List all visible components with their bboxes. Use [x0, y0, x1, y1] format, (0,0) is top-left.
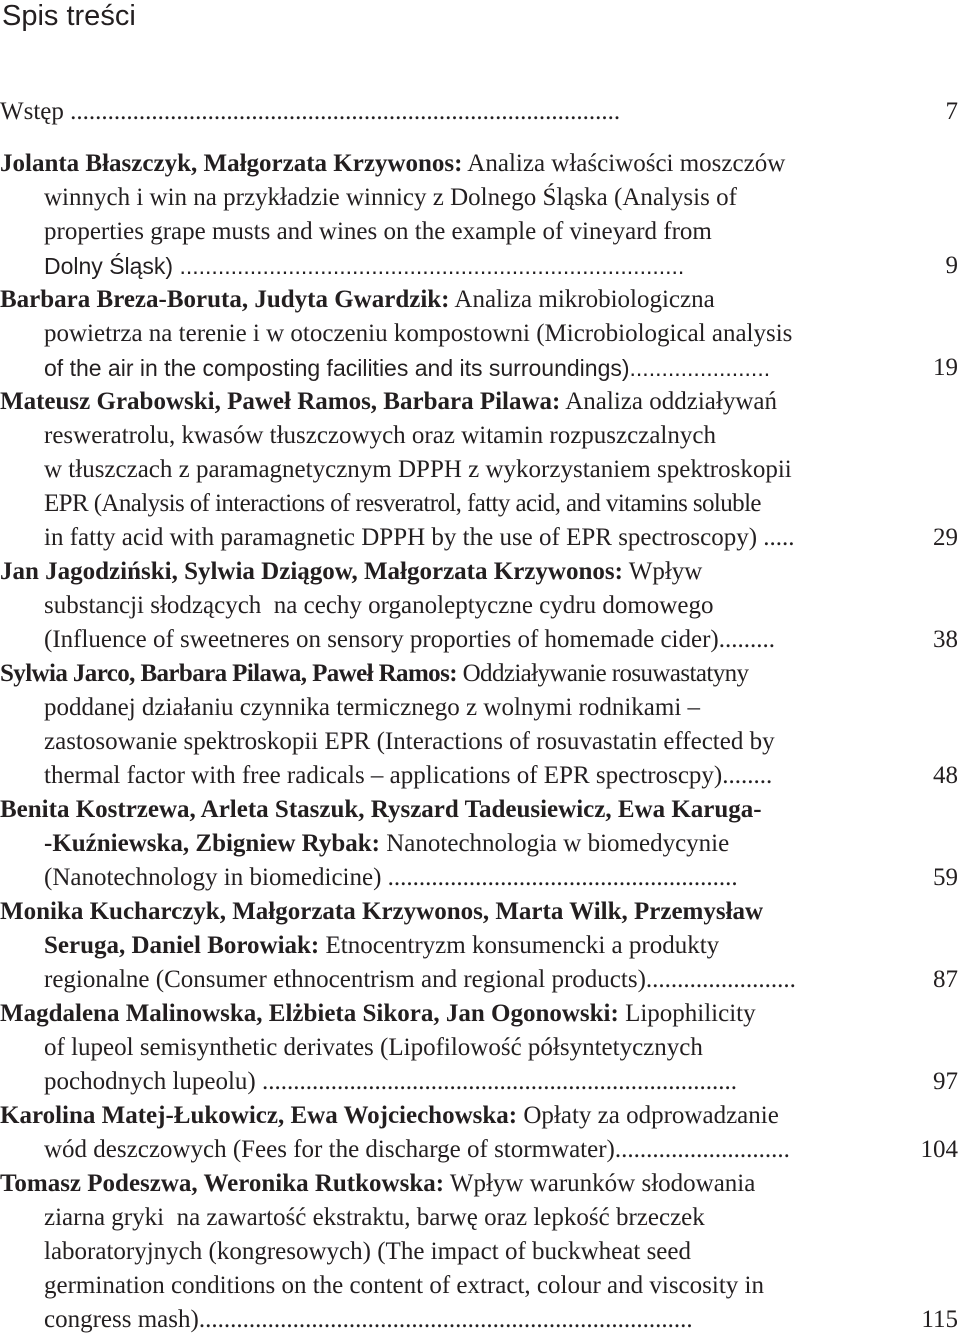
toc-entry-authors: Tomasz Podeszwa, Weronika Rutkowska: — [0, 1170, 445, 1197]
toc-entry-title-line: germination conditions on the content of extract, colour and viscosity in — [44, 1272, 764, 1299]
toc-entry-title: Lipophilicity — [618, 1000, 756, 1027]
toc-entry[interactable] — [0, 283, 960, 385]
toc-entry-title-line: resweratrolu, kwasów tłuszczowych oraz witamin rozpuszczalnych — [44, 422, 716, 449]
toc-entry-title: Oddziaływanie rosuwastatyny — [456, 660, 749, 687]
toc-entry-title-line: Dolny Śląsk) ............................................................................... — [44, 253, 685, 279]
toc-entry[interactable] — [0, 1167, 960, 1337]
toc-entry-title-line: ziarna gryki na zawartość ekstraktu, barwę oraz lepkość brzeczek — [44, 1204, 705, 1231]
toc-entry-title: Wstęp ........................................................................................ — [0, 98, 621, 125]
toc-page-number: 115 — [921, 1306, 958, 1333]
toc-entry-introduction[interactable] — [0, 95, 960, 129]
toc-entry-title-line: winnych i win na przykładzie winnicy z Dolnego Śląska (Analysis of — [44, 184, 737, 211]
toc-entry-authors: Seruga, Daniel Borowiak: — [44, 932, 320, 959]
toc-entry-authors: Magdalena Malinowska, Elżbieta Sikora, Jan Ogonowski: — [0, 1000, 619, 1027]
toc-entry-title: Opłaty za odprowadzanie — [517, 1102, 779, 1129]
toc-entry-title-line: substancji słodzących na cechy organoleptyczne cydru domowego — [44, 592, 714, 619]
toc-entry[interactable] — [0, 555, 960, 657]
toc-page-number: 7 — [945, 98, 958, 125]
toc-entry-authors: Mateusz Grabowski, Paweł Ramos, Barbara Pilawa: — [0, 388, 561, 415]
toc-entry-authors: -Kuźniewska, Zbigniew Rybak: — [44, 830, 380, 857]
toc-entry-authors: Barbara Breza-Boruta, Judyta Gwardzik: — [0, 286, 450, 313]
toc-entry-title-line: wód deszczowych (Fees for the discharge of stormwater)............................ — [44, 1136, 790, 1163]
toc-entry-title-line: congress mash)............................................................................... — [44, 1306, 693, 1333]
toc-page-number: 38 — [933, 626, 958, 653]
toc-entry-title-line: zastosowanie spektroskopii EPR (Interactions of rosuvastatin effected by — [44, 728, 775, 755]
toc-entry-title: Analiza właściwości moszczów — [462, 150, 786, 177]
toc-entry[interactable] — [0, 1099, 960, 1167]
toc-page-number: 48 — [933, 762, 958, 789]
toc-entry-authors: Jan Jagodziński, Sylwia Dziągow, Małgorzata Krzywonos: — [0, 558, 623, 585]
toc-entry-title-line: regionalne (Consumer ethnocentrism and regional products)........................ — [44, 966, 796, 993]
toc-entry-title-line: laboratoryjnych (kongresowych) (The impact of buckwheat seed — [44, 1238, 691, 1265]
toc-entry[interactable] — [0, 793, 960, 895]
toc-entry-title-line: thermal factor with free radicals – applications of EPR spectroscpy)........ — [44, 762, 773, 789]
toc-page-number: 19 — [933, 354, 958, 381]
table-of-contents — [0, 95, 960, 1337]
toc-entry-title-line: poddanej działaniu czynnika termicznego z wolnymi rodnikami – — [44, 694, 701, 721]
toc-entry[interactable] — [0, 147, 960, 283]
toc-page-number: 59 — [933, 864, 958, 891]
toc-entry-title-line: (Nanotechnology in biomedicine) ........................................................ — [44, 864, 738, 891]
toc-entry-authors: Sylwia Jarco, Barbara Pilawa, Paweł Ramos: — [0, 660, 457, 687]
toc-entry-authors: Karolina Matej-Łukowicz, Ewa Wojciechowska: — [0, 1102, 518, 1129]
toc-entry-title-line: w tłuszczach z paramagnetycznym DPPH z wykorzystaniem spektroskopii — [44, 456, 792, 483]
toc-entry-title: Etnocentryzm konsumencki a produkty — [319, 932, 720, 959]
toc-entry-title: Analiza oddziaływań — [560, 388, 777, 415]
toc-page-number: 29 — [933, 524, 958, 551]
toc-entry-title-line: (Influence of sweetneres on sensory proporties of homemade cider)......... — [44, 626, 775, 653]
toc-page-number: 104 — [920, 1136, 958, 1163]
toc-page-number: 87 — [933, 966, 958, 993]
toc-entry[interactable] — [0, 657, 960, 793]
toc-entry-authors: Monika Kucharczyk, Małgorzata Krzywonos, Marta Wilk, Przemysław — [0, 898, 764, 925]
toc-entry-title-line: properties grape musts and wines on the example of vineyard from — [44, 218, 712, 245]
toc-entry-authors: Benita Kostrzewa, Arleta Staszuk, Ryszard Tadeusiewicz, Ewa Karuga- — [0, 796, 762, 823]
page-title: Spis treści — [2, 0, 136, 32]
toc-entry-title-line: EPR (Analysis of interactions of resveratrol, fatty acid, and vitamins soluble — [44, 490, 761, 517]
toc-entry-title: Wpływ warunków słodowania — [444, 1170, 756, 1197]
toc-entry-title: Analiza mikrobiologiczna — [449, 286, 715, 313]
toc-entry[interactable] — [0, 895, 960, 997]
toc-entry-title-line: powietrza na terenie i w otoczeniu kompostowni (Microbiological analysis — [44, 320, 793, 347]
toc-entry[interactable] — [0, 997, 960, 1099]
toc-page-number: 9 — [945, 252, 958, 279]
toc-entry[interactable] — [0, 385, 960, 555]
toc-entry-title-line: of lupeol semisynthetic derivates (Lipofilowość półsyntetycznych — [44, 1034, 703, 1061]
toc-entry-title-line: of the air in the composting facilities and its surroundings)...................... — [44, 355, 771, 381]
toc-entry-title-line: pochodnych lupeolu) ............................................................................ — [44, 1068, 738, 1095]
toc-entry-title: Nanotechnologia w biomedycynie — [380, 830, 730, 857]
toc-entry-authors: Jolanta Błaszczyk, Małgorzata Krzywonos: — [0, 150, 463, 177]
toc-entry-title: Wpływ — [622, 558, 703, 585]
toc-entry-title-line: in fatty acid with paramagnetic DPPH by the use of EPR spectroscopy) ..... — [44, 524, 795, 551]
toc-page-number: 97 — [933, 1068, 958, 1095]
